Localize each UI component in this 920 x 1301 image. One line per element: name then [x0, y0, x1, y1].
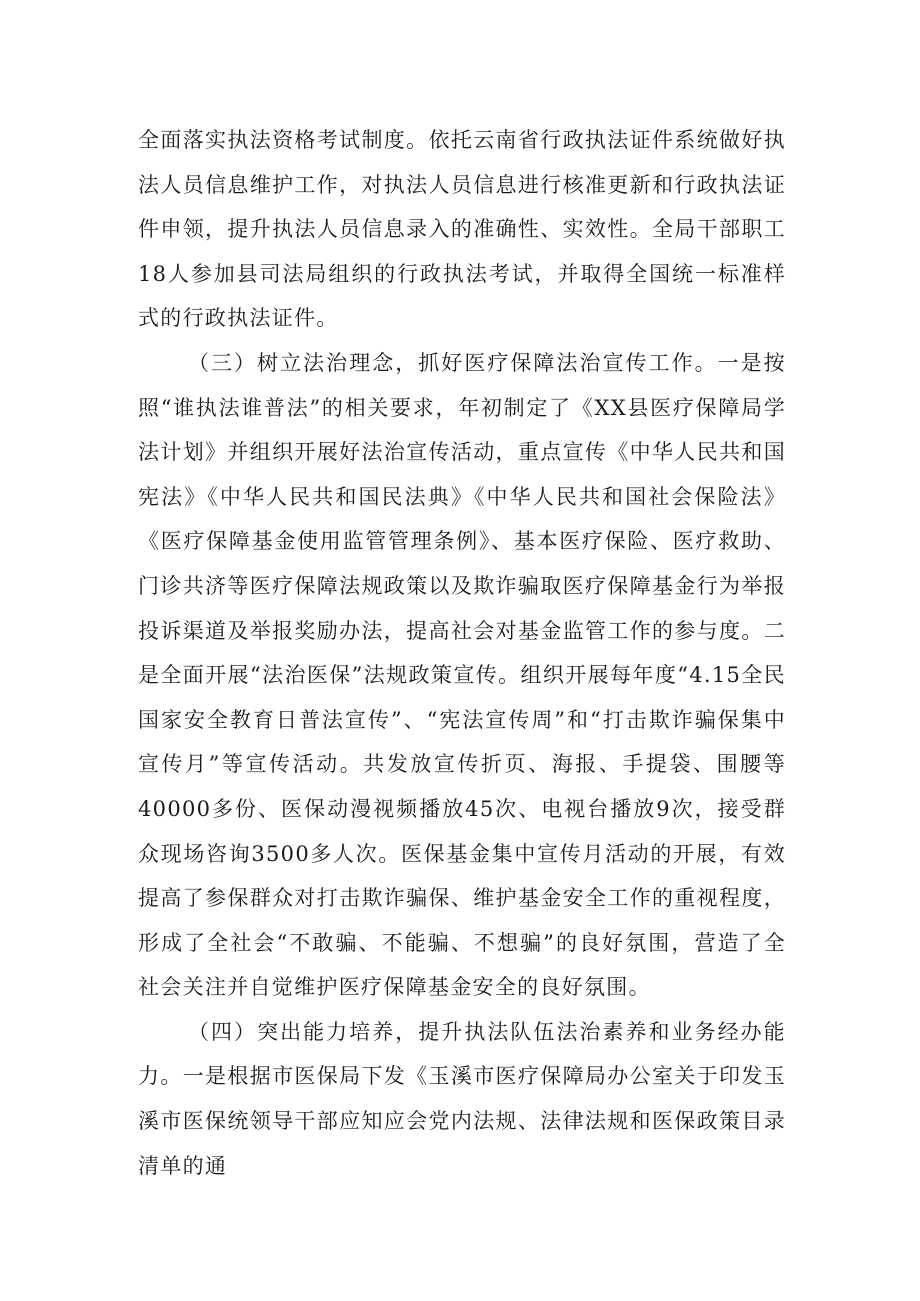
- paragraph-1: 全面落实执法资格考试制度。依托云南省行政执法证件系统做好执法人员信息维护工作，对执法人员信息进行核准更新和行政执法证件申领，提升执法人员信息录入的准确性、实效性。全局干部职工18人参加县司法局组织的行政执法考试，并取得全国统一标准样式的行政执法证件。: [138, 128, 786, 331]
- paragraph-2: （三）树立法治理念，抓好医疗保障法治宣传工作。一是按照“谁执法谁普法”的相关要求，年初制定了《XX县医疗保障局学法计划》并组织开展好法治宣传活动，重点宣传《中华人民共和国宪法》《中华人民共和国民法典》《中华人民共和国社会保险法》《医疗保障基金使用监管管理条例》、基本医疗保险、医疗救助、门诊共济等医疗保障法规政策以及欺诈骗取医疗保障基金行为举报投诉渠道及举报奖励办法，提高社会对基金监管工作的参与度。二是全面开展“法治医保”法规政策宣传。组织开展每年度“4.15全民国家安全教育日普法宣传”、“宪法宣传周”和“打击欺诈骗保集中宣传月”等宣传活动。共发放宣传折页、海报、手提袋、围腰等40000多份、医保动漫视频播放45次、电视台播放9次，接受群众现场咨询3500多人次。医保基金集中宣传月活动的开展，有效提高了参保群众对打击欺诈骗保、维护基金安全工作的重视程度，形成了全社会“不敢骗、不能骗、不想骗”的良好氛围，营造了全社会关注并自觉维护医疗保障基金安全的良好氛围。: [138, 350, 786, 1000]
- paragraph-3: （四）突出能力培养，提升执法队伍法治素养和业务经办能力。一是根据市医保局下发《玉溪市医疗保障局办公室关于印发玉溪市医保统领导干部应知应会党内法规、法律法规和医保政策目录清单的通: [138, 1019, 786, 1178]
- document-body: [138, 118, 786, 1188]
